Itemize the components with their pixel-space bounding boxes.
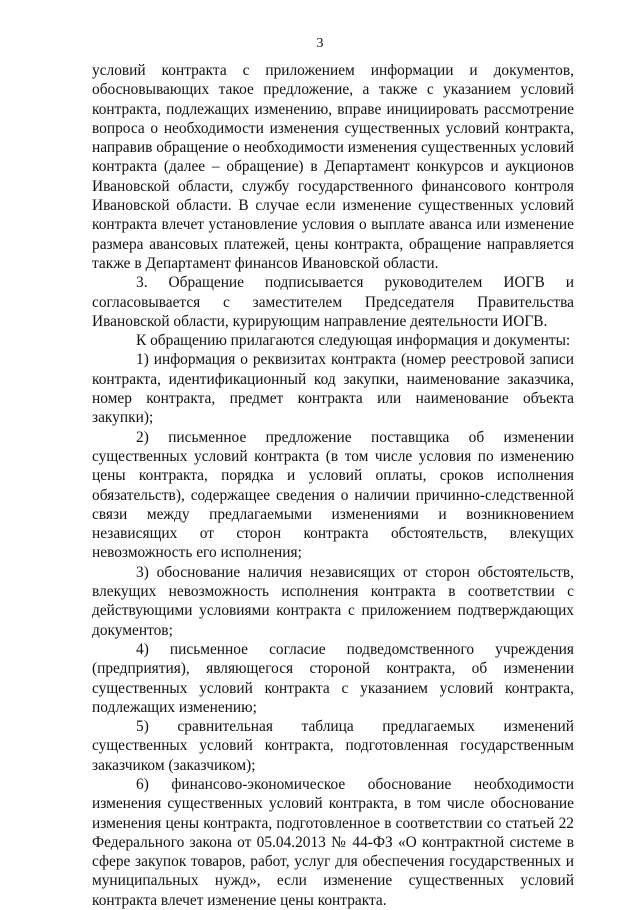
- list-item-2: 2) письменное предложение поставщика об изменении существенных условий контракта (в том числе условия по изменению цены контракта, порядка и условий оплаты, сроков исполнения обязательств), содержащее сведения о наличии причинно-следственной связи между предлагаемыми изменениями и возникновением независящих от сторон контракта обстоятельств, влекущих невозможность его исполнения;: [92, 428, 574, 562]
- paragraph-attachments-intro: К обращению прилагаются следующая информация и документы:: [136, 332, 571, 350]
- page-number: 3: [316, 36, 324, 51]
- paragraph-continuation: условий контракта с приложением информации и документов, обосновывающих такое предложение, а также с указанием условий контракта, подлежащих изменению, вправе инициировать рассмотрение вопроса о необходимости изменения существенных условий контракта, направив обращение о необходимости изменения существенных условий контракта (далее – обращение) в Департамент конкурсов и аукционов Ивановской области, службу государственного финансового контроля Ивановской области. В случае если изменение существенных условий контракта влечет установление условия о выплате аванса или изменение размера авансовых платежей, цены контракта, обращение направляется также в Департамент финансов Ивановской области.: [92, 62, 574, 272]
- document-body: [92, 61, 574, 910]
- list-item-4: 4) письменное согласие подведомственного учреждения (предприятия), являющегося стороной контракта, об изменении существенных условий контракта с указанием условий контракта, подлежащих изменению;: [92, 640, 574, 716]
- list-item-5: 5) сравнительная таблица предлагаемых изменений существенных условий контракта, подготовленная государственным заказчиком (заказчиком);: [92, 718, 574, 774]
- list-item-3: 3) обоснование наличия независящих от сторон обстоятельств, влекущих невозможность исполнения контракта в соответствии с действующими условиями контракта с приложением подтверждающих документов;: [92, 563, 574, 639]
- list-item-1: 1) информация о реквизитах контракта (номер реестровой записи контракта, идентификационный код закупки, наименование заказчика, номер контракта, предмет контракта или наименование объекта закупки);: [92, 351, 574, 427]
- paragraph-item-3: 3. Обращение подписывается руководителем ИОГВ и согласовывается с заместителем Председателя Правительства Ивановской области, курирующим направление деятельности ИОГВ.: [92, 274, 574, 330]
- list-item-6: 6) финансово-экономическое обоснование необходимости изменения существенных условий контракта, в том числе обоснование изменения цены контракта, подготовленное в соответствии со статьей 22 Федерального закона от 05.04.2013 № 44-ФЗ «О контрактной системе в сфере закупок товаров, работ, услуг для обеспечения государственных и муниципальных нужд», если изменение существенных условий контракта влечет изменение цены контракта.: [92, 775, 574, 909]
